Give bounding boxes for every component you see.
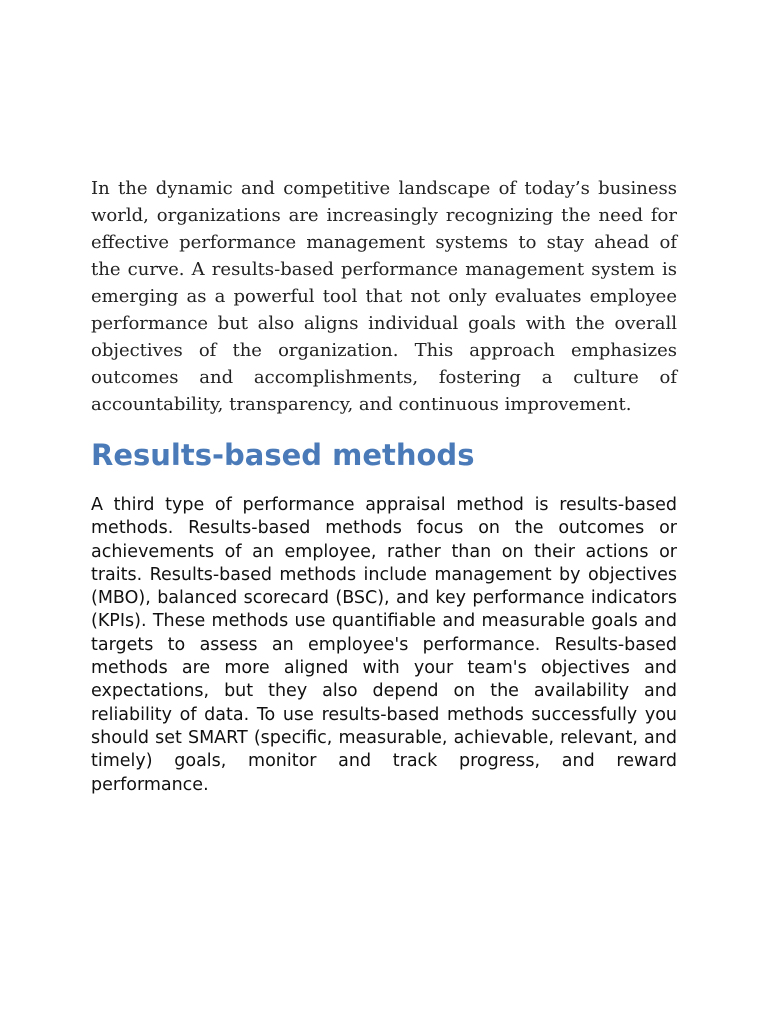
document-content bbox=[91, 175, 677, 797]
section-paragraph: A third type of performance appraisal method is results-based methods. Results-based methods focus on the outcomes or achievements of an employee, rather than on their actions or traits. Results-based methods include management by objectives (MBO), balanced scorecard (BSC), and key performance indicators (KPIs). These methods use quantifiable and measurable goals and targets to assess an employee's performance. Results-based methods are more aligned with your team's objectives and expectations, but they also depend on the availability and reliability of data. To use results-based methods successfully you should set SMART (specific, measurable, achievable, relevant, and timely) goals, monitor and track progress, and reward performance. bbox=[91, 495, 677, 795]
intro-paragraph: In the dynamic and competitive landscape of today’s business world, organizations are increasingly recognizing the need for effective performance management systems to stay ahead of the curve. A results-based performance management system is emerging as a powerful tool that not only evaluates employee performance but also aligns individual goals with the overall objectives of the organization. This approach emphasizes outcomes and accomplishments, fostering a culture of accountability, transparency, and continuous improvement. bbox=[91, 178, 677, 415]
section-heading: Results-based methods bbox=[91, 438, 475, 472]
